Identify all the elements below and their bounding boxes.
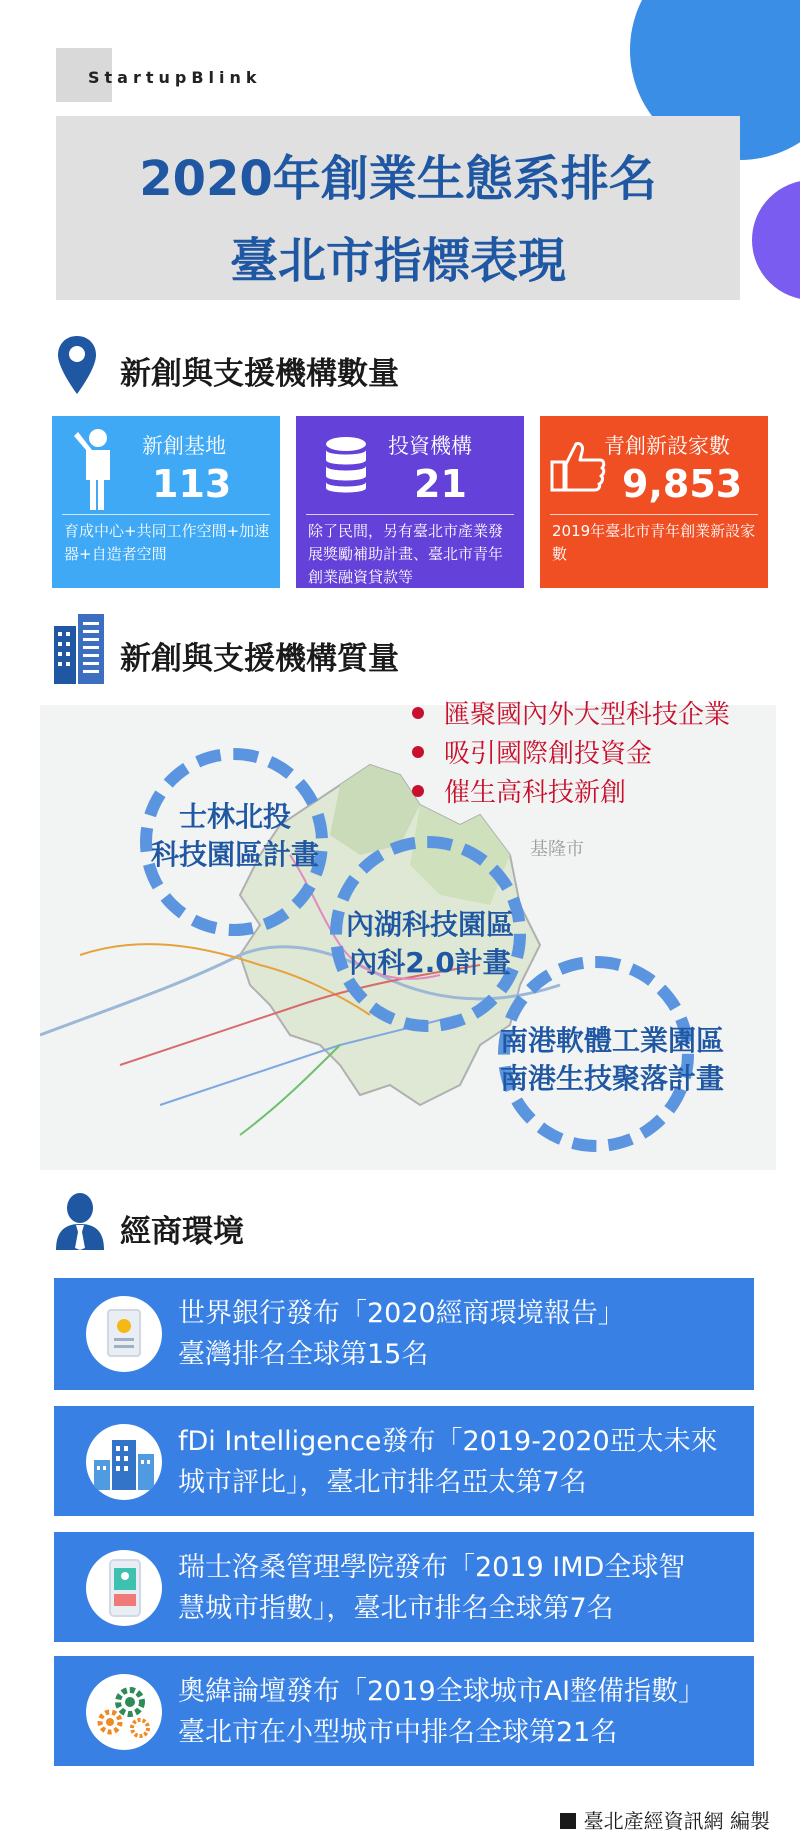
- office-buildings-icon: [52, 612, 106, 686]
- database-coins-icon: [324, 436, 368, 496]
- divider: [550, 514, 758, 515]
- person-pointing-icon: [70, 428, 122, 512]
- bullet-item: [412, 772, 626, 809]
- zone-line1: 南港軟體工業園區: [499, 1024, 724, 1057]
- ranking-row: [54, 1278, 754, 1390]
- card-startup-bases: [52, 416, 280, 588]
- smartphone-icon: [86, 1550, 162, 1626]
- zone-line2: 科技園區計畫: [150, 838, 319, 871]
- ranking-line1: 奧緯論壇發布「2019全球城市AI整備指數」: [178, 1676, 706, 1707]
- divider: [62, 514, 270, 515]
- bullet-item: [412, 733, 652, 770]
- brand-name: StartupBlink: [88, 68, 262, 87]
- ranking-line2: 臺灣排名全球第15名: [178, 1339, 429, 1370]
- footer-square: [560, 1813, 576, 1829]
- decor-circle-purple: [752, 180, 800, 300]
- report-document-icon: [86, 1296, 162, 1372]
- card-value: 21: [414, 462, 467, 506]
- bullet-dot: [412, 746, 424, 758]
- section-title-quality: 新創與支援機構質量: [120, 641, 399, 677]
- ranking-text: [178, 1421, 742, 1503]
- bullet-text: 吸引國際創投資金: [444, 739, 653, 769]
- ranking-row: [54, 1656, 754, 1766]
- footer-credit: [560, 1805, 770, 1834]
- ranking-text: [178, 1671, 742, 1753]
- card-investors: [296, 416, 524, 588]
- ranking-line1: 世界銀行發布「2020經商環境報告」: [178, 1298, 625, 1329]
- ranking-text: [178, 1547, 742, 1629]
- card-title: 青創新設家數: [604, 434, 730, 458]
- ranking-text: [178, 1293, 742, 1375]
- zone-line1: 士林北投: [178, 800, 291, 833]
- bullet-dot: [412, 785, 424, 797]
- zone-label-shilin: [120, 798, 350, 874]
- ranking-line1: fDi Intelligence發布「2019-2020亞太未來: [178, 1426, 718, 1457]
- ranking-line1: 瑞士洛桑管理學院發布「2019 IMD全球智: [178, 1552, 686, 1583]
- bullet-item: [412, 694, 730, 731]
- zone-line2: 南港生技聚落計畫: [499, 1062, 724, 1095]
- zone-line1: 內湖科技園區: [345, 908, 514, 941]
- footer-text: 臺北產經資訊網 編製: [583, 1809, 770, 1833]
- card-title: 新創基地: [142, 434, 226, 458]
- card-youth-startups: [540, 416, 768, 588]
- zone-label-neihu: [320, 906, 540, 982]
- ranking-row: [54, 1406, 754, 1516]
- page-title-line1: 2020年創業生態系排名: [139, 151, 657, 207]
- card-value: 9,853: [622, 462, 743, 506]
- ranking-line2: 臺北市在小型城市中排名全球第21名: [178, 1717, 618, 1748]
- map-label-keelung: 基隆市: [530, 839, 584, 860]
- ranking-line2: 慧城市指數」，臺北市排名全球第7名: [178, 1593, 614, 1624]
- bullet-text: 匯聚國內外大型科技企業: [444, 700, 731, 730]
- card-description: 除了民間，另有臺北市產業發展獎勵補助計畫、臺北市青年創業融資貸款等: [308, 522, 504, 586]
- bullet-dot: [412, 707, 424, 719]
- page-title-line2: 臺北市指標表現: [229, 233, 566, 289]
- location-pin-icon: [56, 334, 98, 396]
- card-title: 投資機構: [388, 434, 472, 458]
- card-description: 2019年臺北市青年創業新設家數: [552, 522, 756, 563]
- ranking-line2: 城市評比」，臺北市排名亞太第7名: [178, 1467, 587, 1498]
- businessman-icon: [54, 1192, 106, 1250]
- card-description: 育成中心+共同工作空間+加速器+自造者空間: [64, 522, 270, 563]
- ranking-row: [54, 1532, 754, 1642]
- section-title-quantity: 新創與支援機構數量: [120, 356, 399, 392]
- gears-icon: [86, 1674, 162, 1750]
- bullet-text: 催生高科技新創: [444, 778, 627, 808]
- zone-label-nangang: [462, 1022, 762, 1098]
- section-title-business: 經商環境: [120, 1214, 244, 1250]
- divider: [306, 514, 514, 515]
- card-value: 113: [152, 462, 232, 506]
- city-buildings-icon: [86, 1424, 162, 1500]
- zone-line2: 內科2.0計畫: [349, 946, 511, 979]
- thumbs-up-icon: [550, 438, 606, 494]
